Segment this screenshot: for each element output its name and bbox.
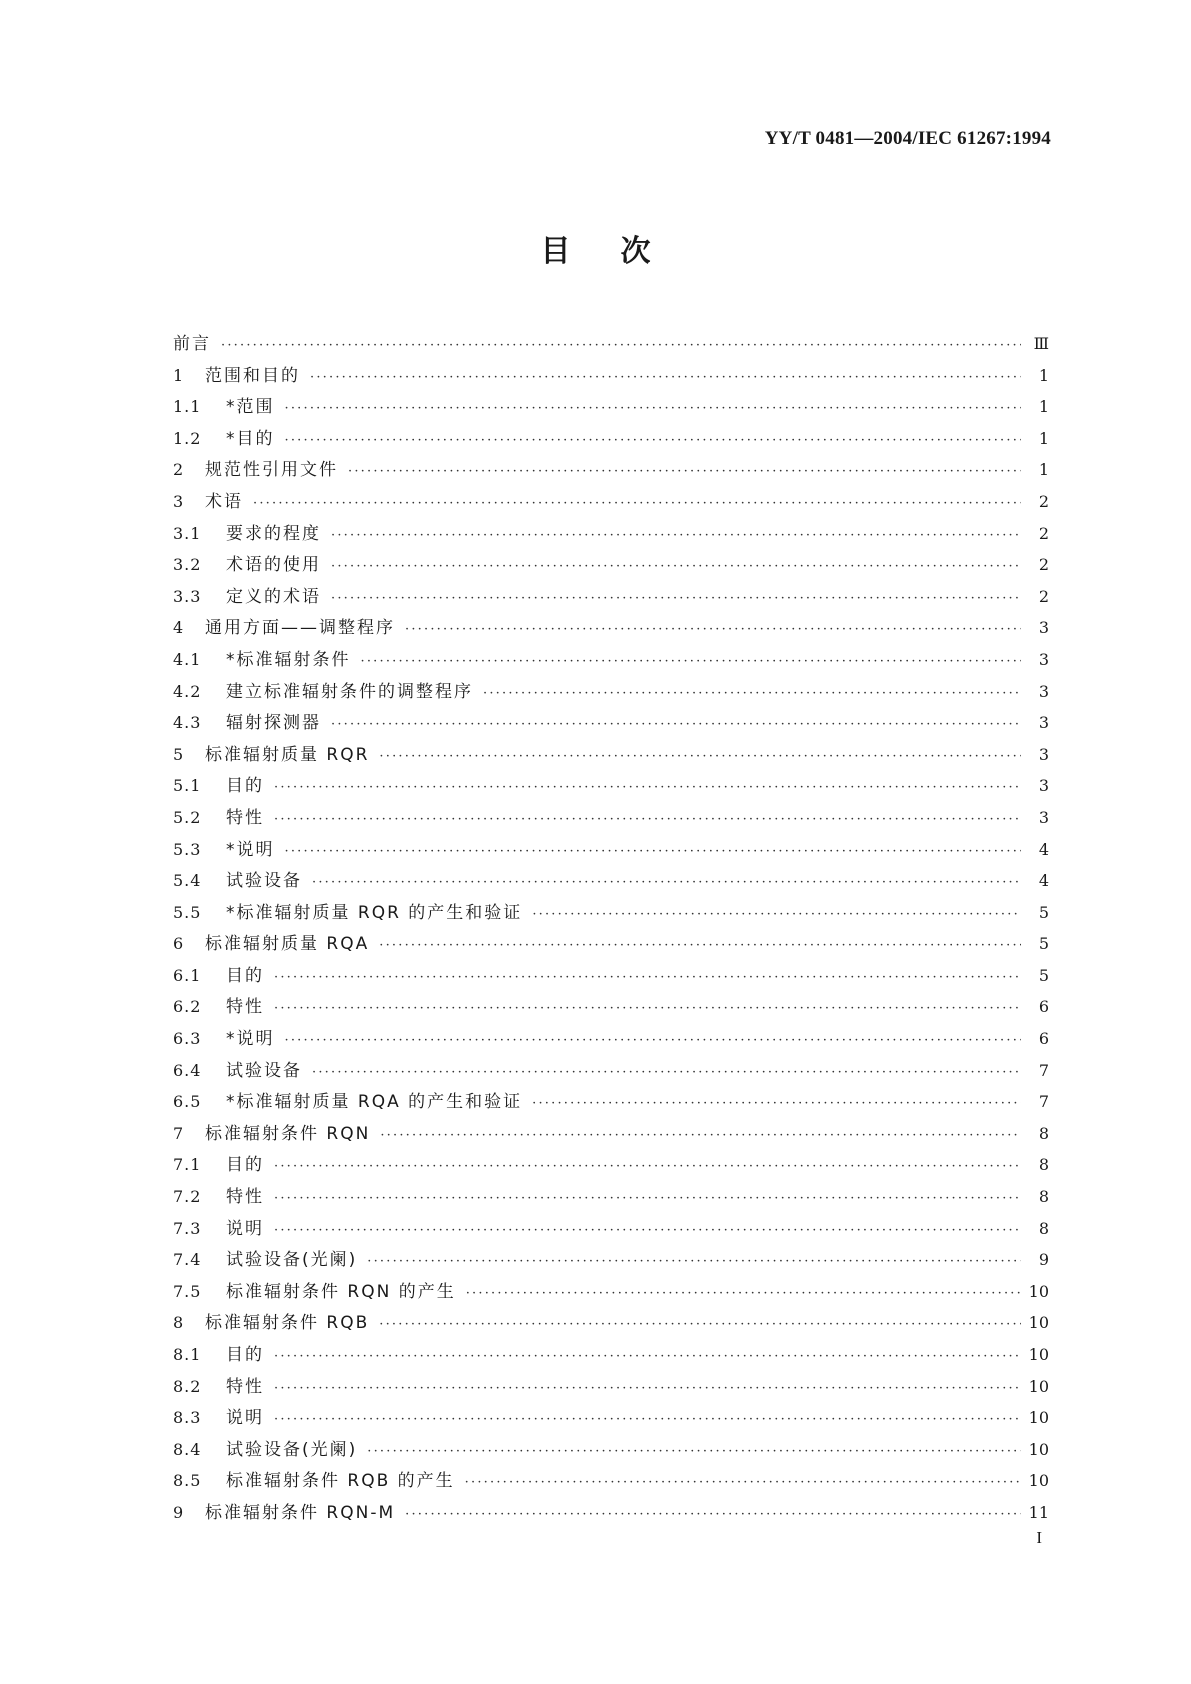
- toc-dot-leader: [465, 1467, 1021, 1497]
- toc-dot-leader: [274, 1151, 1021, 1181]
- toc-entry[interactable]: [173, 1434, 1049, 1466]
- toc-entry-number: 5.5: [173, 902, 202, 922]
- toc-entry-page: 3: [1038, 681, 1049, 701]
- toc-entry-label: 目的: [226, 1345, 264, 1365]
- toc-entry-number: 5: [173, 744, 185, 764]
- toc-entry-label: *标准辐射质量 RQA 的产生和验证: [226, 1092, 523, 1113]
- toc-entry-page: 3: [1038, 744, 1049, 764]
- toc-entry-page: 10: [1028, 1408, 1049, 1428]
- toc-dot-leader: [274, 1341, 1021, 1371]
- toc-entry[interactable]: [173, 1307, 1049, 1339]
- toc-entry-label: 目的: [226, 1155, 264, 1176]
- toc-entry-label: *目的: [226, 428, 275, 449]
- toc-dot-leader: [274, 772, 1021, 802]
- toc-entry[interactable]: [173, 486, 1049, 518]
- standard-number: YY/T 0481—2004/IEC 61267:1994: [764, 128, 1051, 149]
- toc-dot-leader: [285, 425, 1022, 455]
- toc-entry[interactable]: [173, 739, 1049, 771]
- toc-entry-label: 标准辐射条件 RQN-M: [205, 1502, 396, 1523]
- toc-entry-page: 8: [1038, 1218, 1049, 1238]
- page-title: 目次: [540, 234, 701, 269]
- toc-entry[interactable]: [173, 1497, 1049, 1529]
- toc-entry-label: *标准辐射质量 RQR 的产生和验证: [226, 902, 523, 923]
- toc-dot-leader: [312, 1057, 1021, 1087]
- toc-entry-label: 特性: [226, 1376, 264, 1397]
- toc-entry-number: 8.3: [173, 1408, 202, 1428]
- toc-dot-leader: [274, 962, 1021, 992]
- toc-dot-leader: [274, 1215, 1021, 1245]
- toc-dot-leader: [274, 1373, 1021, 1403]
- toc-entry-label: 术语: [205, 491, 243, 512]
- toc-dot-leader: [331, 583, 1021, 613]
- toc-entry-page: 10: [1028, 1439, 1049, 1459]
- toc-entry-page: 2: [1038, 491, 1049, 511]
- toc-entry-label: 试验设备: [226, 1060, 302, 1081]
- toc-dot-leader: [274, 1183, 1021, 1213]
- toc-entry-page: 1: [1038, 397, 1049, 417]
- toc-dot-leader: [361, 646, 1022, 676]
- toc-entry[interactable]: [173, 865, 1049, 897]
- toc-entry-number: 7.3: [173, 1218, 202, 1238]
- toc-dot-leader: [285, 1025, 1022, 1055]
- toc-dot-leader: [379, 741, 1021, 771]
- toc-entry-page: 5: [1038, 902, 1049, 922]
- toc-entry-label: 试验设备: [226, 871, 302, 892]
- toc-entry-number: 7.2: [173, 1187, 202, 1207]
- toc-entry-number: 4.3: [173, 713, 202, 733]
- toc-entry-label: 定义的术语: [226, 586, 321, 607]
- toc-entry-page: 3: [1038, 713, 1049, 733]
- toc-entry-number: 5.1: [173, 776, 202, 796]
- toc-entry-label: 要求的程度: [226, 523, 321, 544]
- toc-entry-number: 3.3: [173, 586, 202, 606]
- toc-entry-number: 1.2: [173, 428, 202, 448]
- toc-entry-page: Ⅲ: [1033, 334, 1049, 353]
- toc-entry[interactable]: [173, 1086, 1049, 1118]
- toc-entry-label: *标准辐射条件: [226, 649, 351, 670]
- toc-dot-leader: [405, 1499, 1021, 1529]
- toc-entry[interactable]: [173, 1023, 1049, 1055]
- toc-entry-number: 3: [173, 491, 185, 511]
- toc-entry-page: 3: [1038, 807, 1049, 827]
- toc-dot-leader: [348, 456, 1021, 486]
- toc-entry[interactable]: [173, 518, 1049, 550]
- toc-entry-page: 5: [1038, 965, 1049, 985]
- toc-entry-page: 2: [1038, 523, 1049, 543]
- toc-entry-page: 8: [1038, 1123, 1049, 1143]
- toc-entry-number: 4: [173, 618, 185, 638]
- toc-entry-page: 7: [1038, 1092, 1049, 1112]
- toc-entry-number: 6.4: [173, 1060, 202, 1080]
- toc-entry-label: 标准辐射条件 RQN 的产生: [226, 1281, 456, 1302]
- toc-entry-number: 6.5: [173, 1092, 202, 1112]
- toc-entry-label: 前言: [173, 334, 211, 354]
- toc-entry-page: 1: [1038, 460, 1049, 480]
- toc-dot-leader: [532, 1088, 1021, 1118]
- toc-dot-leader: [405, 614, 1021, 644]
- toc-dot-leader: [274, 1404, 1021, 1434]
- toc-entry-label: 范围和目的: [205, 365, 300, 386]
- toc-entry-label: *说明: [226, 839, 275, 860]
- toc-entry[interactable]: [173, 644, 1049, 676]
- toc-entry-number: 5.4: [173, 871, 202, 891]
- toc-dot-leader: [532, 899, 1021, 929]
- toc-entry-number: 7.4: [173, 1250, 202, 1270]
- toc-entry-page: 8: [1038, 1187, 1049, 1207]
- toc-entry[interactable]: [173, 1149, 1049, 1181]
- toc-dot-leader: [274, 804, 1021, 834]
- toc-entry[interactable]: [173, 423, 1049, 455]
- toc-entry-page: 5: [1038, 934, 1049, 954]
- toc-entry[interactable]: [173, 612, 1049, 644]
- toc-entry-page: 6: [1038, 997, 1049, 1017]
- toc-entry-page: 1: [1038, 428, 1049, 448]
- toc-entry[interactable]: [173, 1371, 1049, 1403]
- toc-entry-label: 标准辐射质量 RQA: [205, 934, 370, 955]
- toc-entry-label: 标准辐射质量 RQR: [205, 744, 370, 765]
- toc-dot-leader: [253, 488, 1021, 518]
- toc-entry[interactable]: [173, 328, 1049, 360]
- toc-entry-page: 10: [1028, 1313, 1049, 1333]
- toc-entry[interactable]: [173, 928, 1049, 960]
- toc-dot-leader: [312, 867, 1021, 897]
- toc-dot-leader: [466, 1278, 1021, 1308]
- toc-entry-number: 1: [173, 365, 185, 385]
- toc-entry-number: 2: [173, 460, 185, 480]
- toc-entry-page: 2: [1038, 586, 1049, 606]
- toc-entry[interactable]: [173, 581, 1049, 613]
- toc-entry-page: 3: [1038, 776, 1049, 796]
- toc-entry-label: 标准辐射条件 RQB: [205, 1313, 370, 1334]
- toc-entry[interactable]: [173, 802, 1049, 834]
- toc-entry[interactable]: [173, 1181, 1049, 1213]
- toc-entry-page: 11: [1028, 1502, 1049, 1522]
- toc-entry-number: 6: [173, 934, 185, 954]
- page-number: I: [1036, 1528, 1042, 1547]
- toc-entry-page: 8: [1038, 1155, 1049, 1175]
- toc-entry-label: 试验设备(光阑): [226, 1250, 358, 1271]
- toc-entry-label: *范围: [226, 397, 275, 418]
- toc-entry[interactable]: [173, 1213, 1049, 1245]
- toc-entry-number: 1.1: [173, 397, 202, 417]
- toc-entry-page: 3: [1038, 618, 1049, 638]
- toc-entry-label: *说明: [226, 1029, 275, 1050]
- toc-entry-number: 7.1: [173, 1155, 202, 1175]
- toc-entry[interactable]: [173, 1055, 1049, 1087]
- toc-dot-leader: [379, 1309, 1021, 1339]
- toc-entry-label: 特性: [226, 807, 264, 828]
- toc-entry-label: 标准辐射条件 RQB 的产生: [226, 1471, 455, 1492]
- toc-entry-label: 目的: [226, 776, 264, 797]
- toc-dot-leader: [483, 678, 1021, 708]
- toc-entry[interactable]: [173, 676, 1049, 708]
- toc-entry-label: 通用方面——调整程序: [205, 618, 395, 639]
- toc-entry-page: 7: [1038, 1060, 1049, 1080]
- toc-entry-number: 8.2: [173, 1376, 202, 1396]
- toc-entry-page: 2: [1038, 555, 1049, 575]
- toc-entry-page: 10: [1028, 1345, 1049, 1364]
- toc-entry-label: 标准辐射条件 RQN: [205, 1123, 371, 1144]
- toc-entry-number: 8.1: [173, 1345, 202, 1364]
- toc-entry-label: 目的: [226, 965, 264, 986]
- toc-entry-label: 术语的使用: [226, 555, 321, 576]
- toc-dot-leader: [221, 330, 1021, 360]
- toc-dot-leader: [310, 362, 1021, 392]
- toc-entry[interactable]: [173, 1465, 1049, 1497]
- toc-dot-leader: [331, 520, 1021, 550]
- toc-entry[interactable]: [173, 707, 1049, 739]
- toc-entry[interactable]: [173, 454, 1049, 486]
- toc-entry[interactable]: [173, 991, 1049, 1023]
- toc-entry-number: 3.2: [173, 555, 202, 575]
- toc-entry-page: 1: [1038, 365, 1049, 385]
- toc-entry-label: 试验设备(光阑): [226, 1439, 358, 1460]
- toc-entry[interactable]: [173, 549, 1049, 581]
- toc-dot-leader: [285, 836, 1022, 866]
- toc-dot-leader: [331, 709, 1021, 739]
- toc-dot-leader: [274, 993, 1021, 1023]
- toc-entry-number: 9: [173, 1502, 185, 1522]
- table-of-contents: [173, 328, 1049, 1529]
- toc-entry-page: 10: [1028, 1471, 1049, 1491]
- toc-entry-page: 4: [1038, 839, 1049, 859]
- toc-dot-leader: [285, 393, 1022, 423]
- toc-entry-number: 8.5: [173, 1471, 202, 1491]
- toc-entry-page: 3: [1038, 649, 1049, 669]
- toc-entry[interactable]: [173, 897, 1049, 929]
- toc-entry-label: 规范性引用文件: [205, 460, 338, 481]
- toc-entry-number: 8.4: [173, 1439, 202, 1459]
- toc-entry[interactable]: [173, 1402, 1049, 1434]
- toc-entry[interactable]: [173, 770, 1049, 802]
- toc-entry[interactable]: [173, 1339, 1049, 1371]
- toc-dot-leader: [380, 1120, 1021, 1150]
- toc-entry-number: 4.1: [173, 649, 202, 669]
- toc-dot-leader: [367, 1436, 1021, 1466]
- toc-entry-number: 5.3: [173, 839, 202, 859]
- toc-dot-leader: [367, 1246, 1021, 1276]
- toc-entry-number: 3.1: [173, 523, 202, 543]
- toc-entry[interactable]: [173, 1276, 1049, 1308]
- toc-entry-number: 8: [173, 1313, 185, 1333]
- toc-entry-label: 特性: [226, 997, 264, 1018]
- toc-entry-number: 5.2: [173, 807, 202, 827]
- toc-entry-page: 4: [1038, 871, 1049, 891]
- toc-entry[interactable]: [173, 391, 1049, 423]
- toc-dot-leader: [331, 551, 1021, 581]
- toc-entry-number: 6.1: [173, 965, 202, 985]
- toc-entry-number: 6.2: [173, 997, 202, 1017]
- toc-entry-label: 特性: [226, 1187, 264, 1208]
- toc-dot-leader: [379, 930, 1021, 960]
- toc-entry-number: 7.5: [173, 1281, 202, 1301]
- toc-entry-page: 10: [1028, 1281, 1049, 1301]
- toc-entry-page: 6: [1038, 1029, 1049, 1049]
- toc-entry-label: 辐射探测器: [226, 713, 321, 734]
- toc-entry[interactable]: [173, 960, 1049, 992]
- toc-entry[interactable]: [173, 360, 1049, 392]
- toc-entry-number: 4.2: [173, 681, 202, 701]
- toc-entry-label: 建立标准辐射条件的调整程序: [226, 681, 473, 702]
- toc-entry[interactable]: [173, 834, 1049, 866]
- toc-entry[interactable]: [173, 1118, 1049, 1150]
- toc-entry-page: 9: [1038, 1250, 1049, 1270]
- toc-entry-number: 6.3: [173, 1029, 202, 1049]
- toc-entry-label: 说明: [226, 1408, 264, 1429]
- toc-entry-number: 7: [173, 1123, 185, 1143]
- toc-entry-label: 说明: [226, 1218, 264, 1239]
- toc-entry-page: 10: [1028, 1376, 1049, 1396]
- toc-entry[interactable]: [173, 1244, 1049, 1276]
